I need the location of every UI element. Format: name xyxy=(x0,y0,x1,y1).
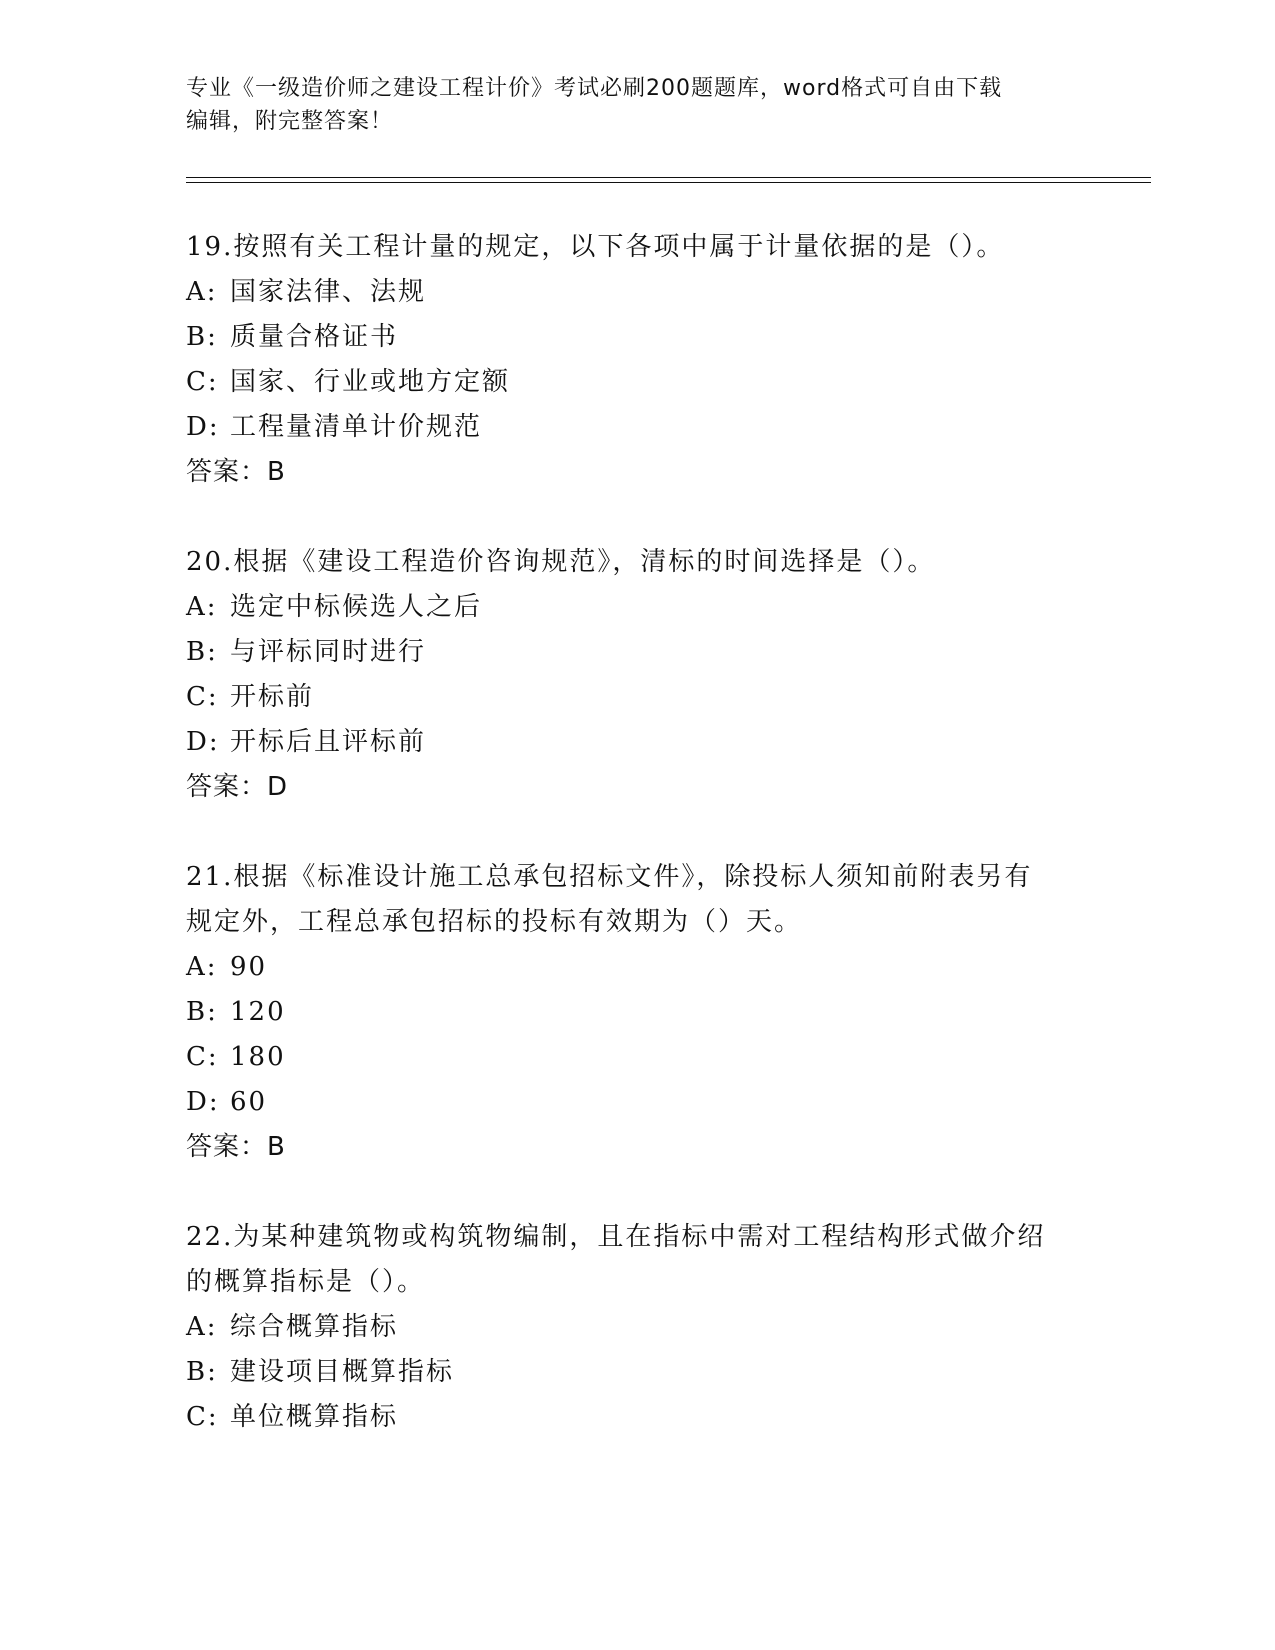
option-b xyxy=(186,1350,1086,1395)
option-b xyxy=(186,990,1086,1035)
question-stem: 21.根据《标准设计施工总承包招标文件》，除投标人须知前附表另有 xyxy=(186,862,1033,892)
answer-line: 答案：B xyxy=(186,1132,286,1162)
question-19 xyxy=(186,225,1086,495)
question-stem: 22.为某种建筑物或构筑物编制，且在指标中需对工程结构形式做介绍 xyxy=(186,1222,1046,1252)
option-b xyxy=(186,315,1086,360)
option-key: C: xyxy=(186,367,219,397)
option-text: 与评标同时进行 xyxy=(230,637,427,667)
option-text: 综合概算指标 xyxy=(230,1312,399,1342)
option-key: B: xyxy=(186,1357,218,1387)
option-key: A: xyxy=(186,277,218,307)
option-key: C: xyxy=(186,682,219,712)
option-c xyxy=(186,360,1086,405)
option-text: 国家法律、法规 xyxy=(230,277,427,307)
option-a xyxy=(186,1305,1086,1350)
option-d xyxy=(186,720,1086,765)
option-key: A: xyxy=(186,1312,218,1342)
answer-line: 答案：D xyxy=(186,772,289,802)
option-a xyxy=(186,270,1086,315)
option-key: A: xyxy=(186,952,218,982)
option-text: 180 xyxy=(230,1042,286,1072)
option-key: B: xyxy=(186,322,218,352)
option-text: 120 xyxy=(230,997,286,1027)
option-a xyxy=(186,945,1086,990)
option-key: B: xyxy=(186,997,218,1027)
intro-line-2: 编辑，附完整答案！ xyxy=(186,109,394,134)
option-d xyxy=(186,405,1086,450)
option-text: 工程量清单计价规范 xyxy=(230,412,483,442)
question-21 xyxy=(186,855,1086,1170)
option-key: A: xyxy=(186,592,218,622)
header-divider-bottom xyxy=(186,182,1151,183)
option-text: 开标后且评标前 xyxy=(230,727,427,757)
option-text: 60 xyxy=(230,1087,268,1117)
option-text: 国家、行业或地方定额 xyxy=(230,367,511,397)
question-22 xyxy=(186,1215,1086,1440)
option-text: 单位概算指标 xyxy=(230,1402,399,1432)
option-key: D: xyxy=(186,412,220,442)
option-text: 质量合格证书 xyxy=(230,322,399,352)
option-c xyxy=(186,675,1086,720)
option-key: D: xyxy=(186,727,220,757)
question-20 xyxy=(186,540,1086,810)
option-text: 选定中标候选人之后 xyxy=(230,592,483,622)
option-c xyxy=(186,1395,1086,1440)
option-d xyxy=(186,1080,1086,1125)
header-divider-top xyxy=(186,177,1151,178)
question-stem: 20.根据《建设工程造价咨询规范》，清标的时间选择是（）。 xyxy=(186,547,936,577)
option-b xyxy=(186,630,1086,675)
intro-line-1: 专业《一级造价师之建设工程计价》考试必刷200题题库，word格式可自由下载 xyxy=(186,76,1003,101)
option-a xyxy=(186,585,1086,630)
option-text: 建设项目概算指标 xyxy=(230,1357,455,1387)
answer-line: 答案：B xyxy=(186,457,286,487)
document-intro xyxy=(186,72,1086,138)
option-c xyxy=(186,1035,1086,1080)
question-stem-continued: 规定外，工程总承包招标的投标有效期为（）天。 xyxy=(186,907,803,937)
option-key: B: xyxy=(186,637,218,667)
option-key: C: xyxy=(186,1042,219,1072)
question-stem-continued: 的概算指标是（）。 xyxy=(186,1267,426,1297)
option-text: 开标前 xyxy=(230,682,315,712)
option-key: C: xyxy=(186,1402,219,1432)
question-stem: 19.按照有关工程计量的规定，以下各项中属于计量依据的是（）。 xyxy=(186,232,1005,262)
option-key: D: xyxy=(186,1087,220,1117)
option-text: 90 xyxy=(230,952,268,982)
